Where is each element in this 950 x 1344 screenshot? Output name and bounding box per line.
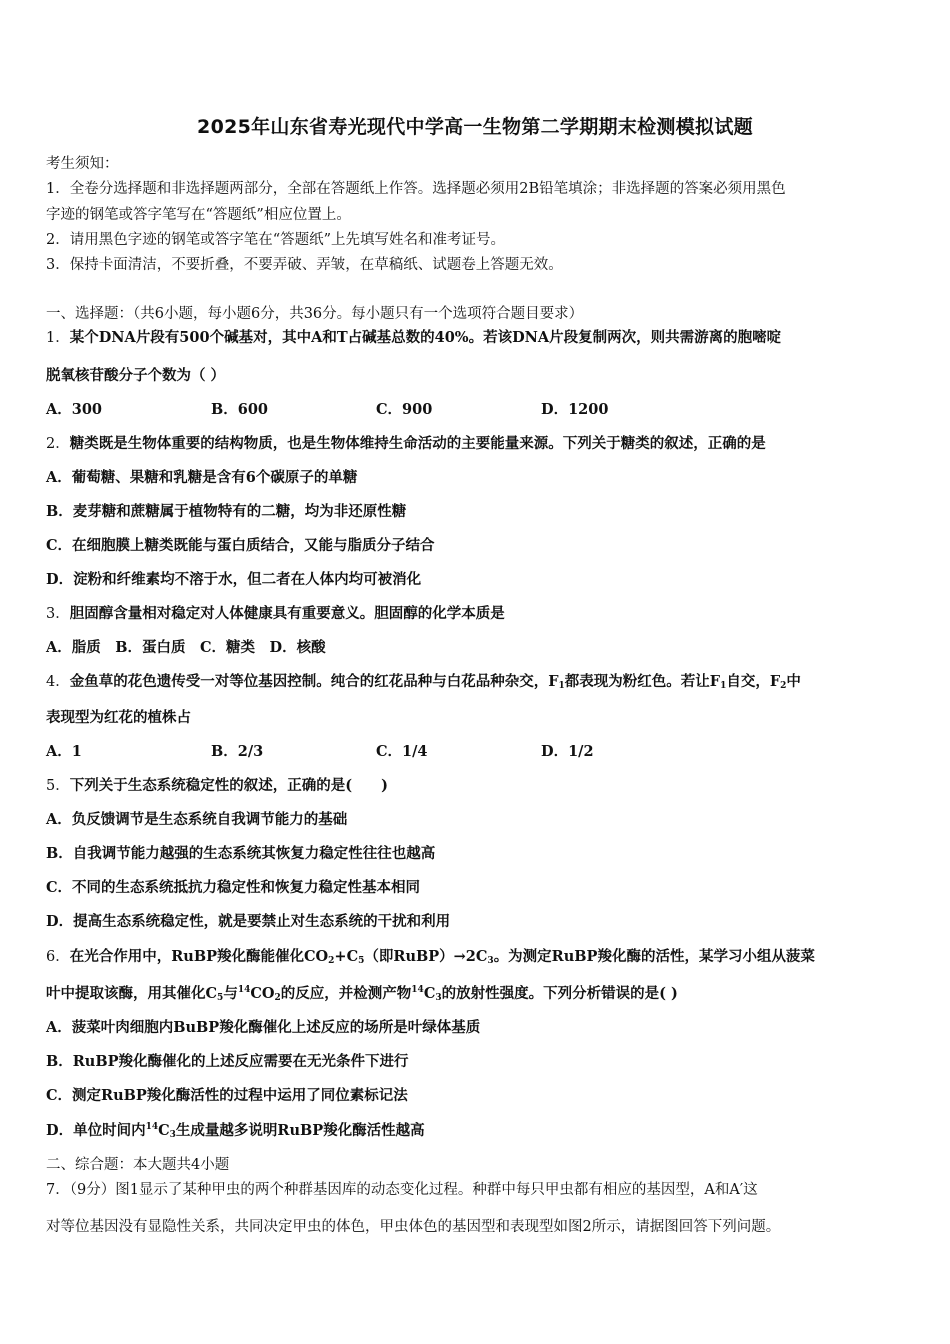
question-1-stem-cont: 脱氧核苷酸分子个数为（ ） [46,367,226,384]
option-c: C．1/4 [376,743,428,760]
option-d: D．1200 [541,401,609,418]
option-c: C．900 [376,401,433,418]
notice-item-1: 1．全卷分选择题和非选择题两部分，全部在答题纸上作答。选择题必须用2B铅笔填涂；非选择题的答案必须用黑色 [46,181,786,197]
stem-part: 自交，F [726,673,781,690]
question-2-option-b: B．麦芽糖和蔗糖属于植物特有的二糖，均为非还原性糖 [46,503,407,520]
question-1 [46,326,781,347]
stem-part: 在光合作用中，RuBP羧化酶能催化CO [69,948,329,965]
question-3 [46,602,505,623]
subscript: 3 [487,956,494,966]
question-2-option-c: C．在细胞膜上糖类既能与蛋白质结合，又能与脂质分子结合 [46,537,435,554]
question-2-option-a: A．葡萄糖、果糖和乳糖是含有6个碳原子的单糖 [46,469,358,486]
question-6-option-c: C．测定RuBP羧化酶活性的过程中运用了同位素标记法 [46,1087,408,1104]
notice-item-3: 3．保持卡面清洁，不要折叠，不要弄破、弄皱，在草稿纸、试题卷上答题无效。 [46,257,563,273]
question-7 [46,1178,758,1199]
stem-part: 叶中提取该酶，用其催化C [46,985,218,1002]
question-1-options [46,398,706,419]
question-6-option-d [46,1119,425,1140]
subscript: 2 [780,681,787,691]
stem-part: +C [334,948,359,965]
option-part: D．单位时间内 [46,1122,146,1139]
subscript: 3 [169,1130,176,1140]
question-5-option-c: C．不同的生态系统抵抗力稳定性和恢复力稳定性基本相同 [46,879,421,896]
section-2-heading: 二、综合题：本大题共4小题 [46,1157,230,1173]
question-6-option-b: B．RuBP羧化酶催化的上述反应需要在无光条件下进行 [46,1053,409,1070]
question-5-option-a: A．负反馈调节是生态系统自我调节能力的基础 [46,811,348,828]
question-number: 7． [46,1182,70,1198]
question-number: 5． [46,778,70,794]
question-5-option-b: B．自我调节能力越强的生态系统其恢复力稳定性往往也越高 [46,845,436,862]
option-a: A．1 [46,743,82,760]
question-6-option-a: A．菠菜叶肉细胞内BuBP羧化酶催化上述反应的场所是叶绿体基质 [46,1019,481,1036]
option-b: B．600 [211,401,269,418]
question-stem: 糖类既是生物体重要的结构物质，也是生物体维持生命活动的主要能量来源。下列关于糖类的叙述，正确的是 [69,435,766,452]
question-7-stem-cont: 对等位基因没有显隐性关系，共同决定甲虫的体色，甲虫体色的基因型和表现型如图2所示，请据图回答下列问题。 [46,1219,781,1235]
stem-part: （即RuBP）→2C [364,948,488,965]
stem-part: 的反应，并检测产物 [280,985,412,1002]
question-stem [70,673,801,690]
question-number: 4． [46,674,70,690]
stem-part: 的放射性强度。下列分析错误的是( ) [441,985,678,1002]
question-4 [46,670,801,691]
question-number: 2． [46,436,70,452]
stem-part: 中 [786,673,801,690]
question-stem: 胆固醇含量相对稳定对人体健康具有重要意义。胆固醇的化学本质是 [69,605,505,622]
stem-part: 与 [223,985,238,1002]
question-4-stem-cont: 表现型为红花的植株占 [46,709,191,726]
question-number: 1． [46,330,70,346]
question-2 [46,432,766,453]
question-6-stem-cont [46,982,678,1003]
subscript: 1 [558,681,565,691]
subscript: 2 [328,956,335,966]
page-title: 2025年山东省寿光现代中学高一生物第二学期期末检测模拟试题 [197,116,753,138]
option-part: 生成量越多说明RuBP羧化酶活性越高 [175,1122,425,1139]
superscript: 14 [145,1122,159,1132]
stem-part: 都表现为粉红色。若让F [564,673,721,690]
notice-item-2: 2．请用黑色字迹的钢笔或答字笔在“答题纸”上先填写姓名和准考证号。 [46,232,506,248]
question-4-options [46,740,706,761]
subscript: 1 [720,681,727,691]
question-2-option-d: D．淀粉和纤维素均不溶于水，但二者在人体内均可被消化 [46,571,422,588]
option-a: A．300 [46,401,103,418]
subscript: 3 [435,993,442,1003]
stem-part: C [423,985,436,1002]
stem-part: 金鱼草的花色遗传受一对等位基因控制。纯合的红花品种与白花品种杂交，F [69,673,559,690]
question-stem: 下列关于生态系统稳定性的叙述，正确的是( ) [69,777,388,794]
question-stem: （9分）图1显示了某种甲虫的两个种群基因库的动态变化过程。种群中每只甲虫都有相应的基因型，A和A′这 [69,1182,758,1198]
option-part: C [158,1122,170,1139]
subscript: 2 [274,993,281,1003]
question-5-option-d: D．提高生态系统稳定性，就是要禁止对生态系统的干扰和利用 [46,913,451,930]
stem-part: CO [250,985,275,1002]
subscript: 5 [217,993,224,1003]
question-stem: 某个DNA片段有500个碱基对，其中A和T占碱基总数的40%。若该DNA片段复制两次，则共需游离的胞嘧啶 [69,329,782,346]
notice-item-1-cont: 字迹的钢笔或答字笔写在“答题纸”相应位置上。 [46,207,351,223]
question-stem [70,948,815,965]
stem-part: 。为测定RuBP羧化酶的活性，某学习小组从菠菜 [493,948,815,965]
question-3-options: A．脂质 B．蛋白质 C．糖类 D．核酸 [46,639,326,656]
section-1-heading: 一、选择题：（共6小题，每小题6分，共36分。每小题只有一个选项符合题目要求） [46,306,584,322]
superscript: 14 [237,985,251,995]
question-number: 6． [46,949,70,965]
question-5 [46,774,388,795]
superscript: 14 [411,985,424,995]
notice-heading: 考生须知： [46,156,119,172]
subscript: 5 [358,956,365,966]
option-d: D．1/2 [541,743,594,760]
option-b: B．2/3 [211,743,264,760]
question-number: 3． [46,606,70,622]
question-6 [46,945,815,966]
